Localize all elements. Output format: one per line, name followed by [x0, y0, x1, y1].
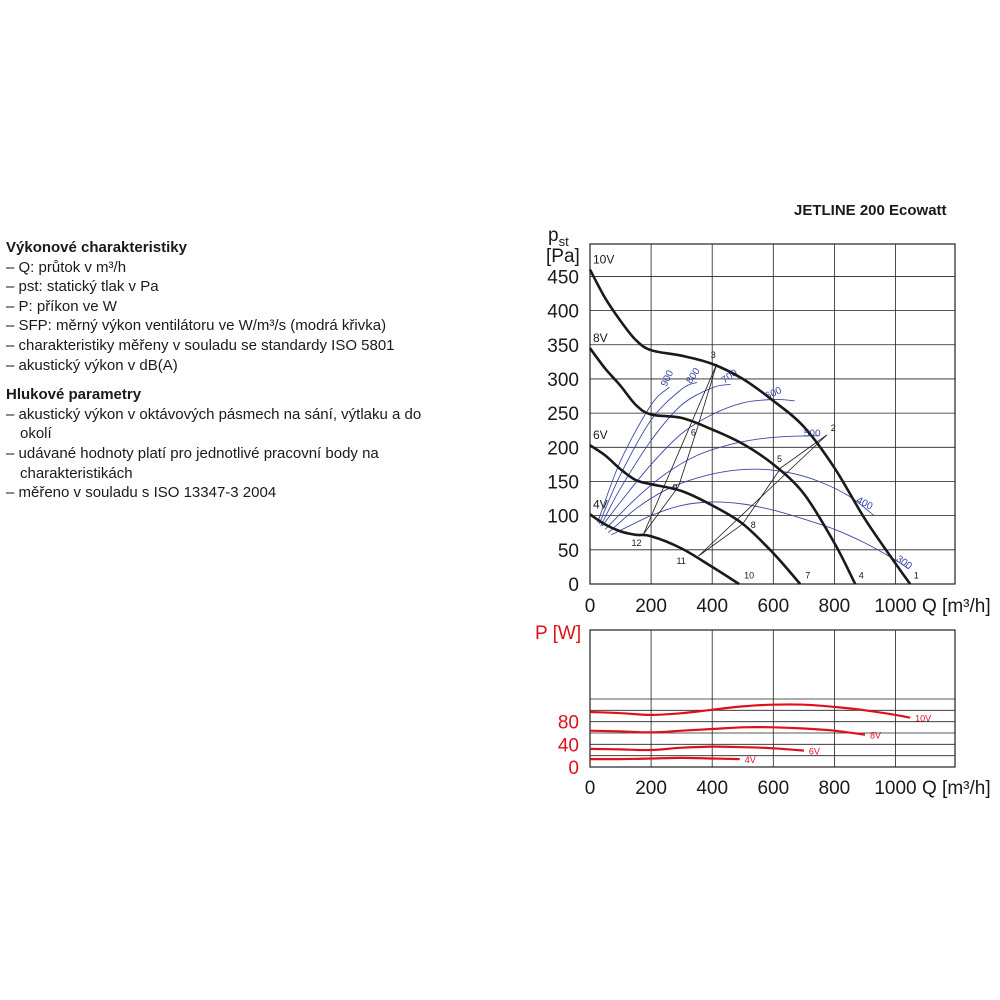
series-label: 6V	[808, 746, 820, 757]
y-tick-labels	[547, 267, 579, 596]
x-tick-label: 0	[584, 778, 596, 799]
noise-section-title: Hlukové parametry	[6, 386, 142, 404]
legend-item: – Q: průtok v m³/h	[6, 258, 127, 276]
system-line	[699, 435, 827, 556]
operating-point-label: 8	[750, 519, 756, 530]
grid	[590, 630, 955, 767]
operating-point-label: 10	[744, 570, 755, 581]
x-tick-labels	[585, 778, 917, 799]
y-tick-label: 250	[547, 404, 579, 426]
operating-point-label: 7	[805, 570, 811, 581]
power-curve	[590, 758, 740, 759]
operating-point-label: 2	[830, 422, 836, 433]
y-tick-label: 100	[547, 506, 579, 528]
power-chart	[535, 623, 991, 799]
operating-point-label: 4	[858, 570, 864, 581]
series-label: 10V	[915, 713, 932, 724]
y-tick-labels	[558, 713, 579, 779]
system-lines	[644, 364, 827, 556]
operating-point-label: 11	[676, 555, 686, 566]
legend-item: – SFP: měrný výkon ventilátoru ve W/m³/s (modrá křivka)	[6, 317, 387, 335]
series-label: 6V	[593, 428, 608, 443]
series-label: 4V	[744, 755, 756, 766]
sfp-curves	[598, 366, 915, 573]
performance-section-title: Výkonové charakteristiky	[6, 239, 187, 256]
y-tick-label: 300	[547, 369, 579, 391]
y-axis-label: $p_{st}$	[548, 225, 569, 249]
operating-point-label: 1	[913, 570, 919, 581]
x-tick-label: 800	[818, 596, 851, 617]
y-tick-label: 0	[568, 758, 579, 779]
operating-point-label: 9	[672, 482, 678, 493]
y-axis-unit: [Pa]	[546, 246, 580, 267]
x-tick-label: 200	[635, 596, 667, 617]
legend-item: – akustický výkon v oktávových pásmech na sání, výtlaku a do okolí	[6, 405, 426, 443]
legend-item: – charakteristiky měřeny v souladu se standardy ISO 5801	[6, 336, 395, 354]
pressure-chart	[546, 225, 991, 617]
operating-point-label: 5	[776, 453, 782, 464]
series-label: 10V	[593, 252, 615, 267]
pressure-curve	[590, 514, 739, 584]
chart-title: JETLINE 200 Ecowatt	[794, 202, 947, 219]
sfp-curve-label: 400	[854, 494, 875, 513]
sfp-curve-label: 700	[719, 367, 740, 387]
sfp-curve	[611, 502, 908, 569]
x-tick-label: 600	[757, 596, 790, 617]
y-tick-label: 80	[557, 712, 579, 734]
series-label: 8V	[593, 331, 608, 346]
y-tick-label: 200	[547, 438, 579, 460]
legend-item: – P: příkon ve W	[6, 297, 117, 315]
x-tick-label: 200	[635, 778, 667, 799]
x-tick-labels	[585, 596, 917, 617]
x-tick-label: 400	[696, 596, 729, 617]
x-tick-label: 1000	[874, 596, 917, 617]
legend-item: – měřeno v souladu s ISO 13347-3 2004	[6, 484, 277, 502]
y-tick-label: 40	[557, 735, 579, 757]
x-axis-label: Q [m³/h]	[922, 596, 991, 617]
x-tick-label: 800	[818, 778, 851, 799]
pressure-curves	[590, 253, 910, 584]
y-tick-label: 50	[557, 540, 579, 562]
plot-frame	[590, 630, 955, 767]
sfp-curve-label: 300	[893, 553, 914, 573]
operating-point-label: 12	[631, 538, 642, 549]
pressure-curve	[590, 348, 855, 584]
sfp-curve-label: 900	[659, 368, 677, 389]
operating-point-label: 6	[690, 427, 696, 438]
y-tick-label: 150	[547, 472, 579, 494]
y-tick-label: 350	[547, 335, 579, 357]
sfp-curve-label: 600	[763, 385, 784, 403]
y-axis-label: P [W]	[535, 623, 582, 644]
legend-item: – udávané hodnoty platí pro jednotlivé pracovní body na charakteristikách	[6, 444, 383, 482]
power-curve	[590, 747, 804, 751]
series-label: 4V	[593, 497, 608, 512]
x-tick-label: 400	[696, 778, 729, 799]
system-line	[644, 364, 717, 534]
sfp-curve-label: 800	[684, 366, 703, 387]
x-tick-label: 600	[757, 778, 790, 799]
y-tick-label: 0	[568, 575, 579, 596]
legend-item: – pst: statický tlak v Pa	[6, 278, 159, 296]
x-tick-label: 1000	[874, 778, 917, 799]
x-tick-label: 0	[584, 596, 596, 617]
power-curve	[590, 727, 865, 735]
power-curve	[590, 704, 910, 717]
sfp-curve	[599, 382, 697, 524]
sfp-curve-label: 500	[803, 428, 821, 440]
y-tick-label: 450	[547, 267, 579, 289]
operating-point-label: 3	[710, 349, 716, 360]
sfp-curve	[602, 399, 795, 525]
series-label: 8V	[869, 730, 881, 741]
legend-item: – akustický výkon v dB(A)	[6, 356, 178, 374]
x-axis-label: Q [m³/h]	[922, 778, 991, 799]
pressure-curve	[590, 445, 800, 584]
y-tick-label: 400	[547, 301, 579, 323]
